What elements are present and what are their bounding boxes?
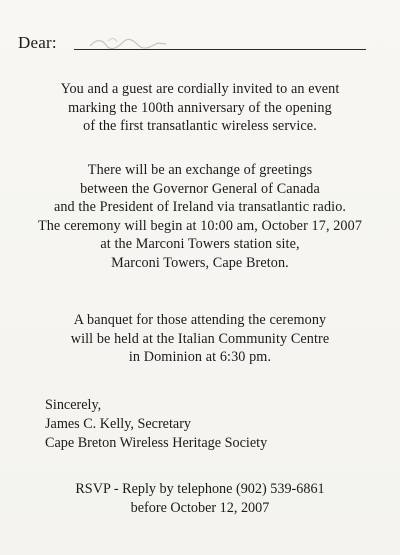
paragraph-line: The ceremony will begin at 10:00 am, October 17, 2007 bbox=[37, 217, 363, 234]
banquet-paragraph bbox=[0, 311, 400, 367]
paragraph-line: marking the 100th anniversary of the opening bbox=[68, 99, 332, 116]
name-blank-line bbox=[74, 49, 366, 50]
greeting-label: Dear: bbox=[18, 33, 57, 52]
paragraph-line: A banquet for those attending the ceremony bbox=[73, 312, 327, 328]
paragraph-line: at the Marconi Towers station site, bbox=[100, 236, 300, 253]
rsvp-block bbox=[0, 480, 400, 518]
signer-name: James C. Kelly, Secretary bbox=[45, 416, 192, 432]
paragraph-line: There will be an exchange of greetings bbox=[87, 162, 313, 178]
greeting-row bbox=[18, 33, 368, 55]
paragraph-line: of the first transatlantic wireless service. bbox=[83, 118, 317, 135]
salutation: Sincerely, bbox=[45, 397, 102, 413]
paragraph-line: and the President of Ireland via transatlantic radio. bbox=[53, 199, 347, 216]
paragraph-line: between the Governor General of Canada bbox=[80, 180, 320, 197]
invitation-paragraph bbox=[0, 80, 400, 136]
paragraph-line: in Dominion at 6:30 pm. bbox=[128, 349, 272, 366]
ceremony-paragraph bbox=[0, 161, 400, 273]
paragraph-line: Marconi Towers, Cape Breton. bbox=[111, 254, 289, 271]
signature-block bbox=[45, 396, 385, 453]
paragraph-line: You and a guest are cordially invited to an event bbox=[60, 81, 340, 97]
rsvp-deadline-line: before October 12, 2007 bbox=[130, 500, 270, 516]
organization-name: Cape Breton Wireless Heritage Society bbox=[45, 435, 268, 451]
paragraph-line: will be held at the Italian Community Centre bbox=[70, 330, 330, 347]
rsvp-phone-line: RSVP - Reply by telephone (902) 539-6861 bbox=[75, 481, 325, 497]
